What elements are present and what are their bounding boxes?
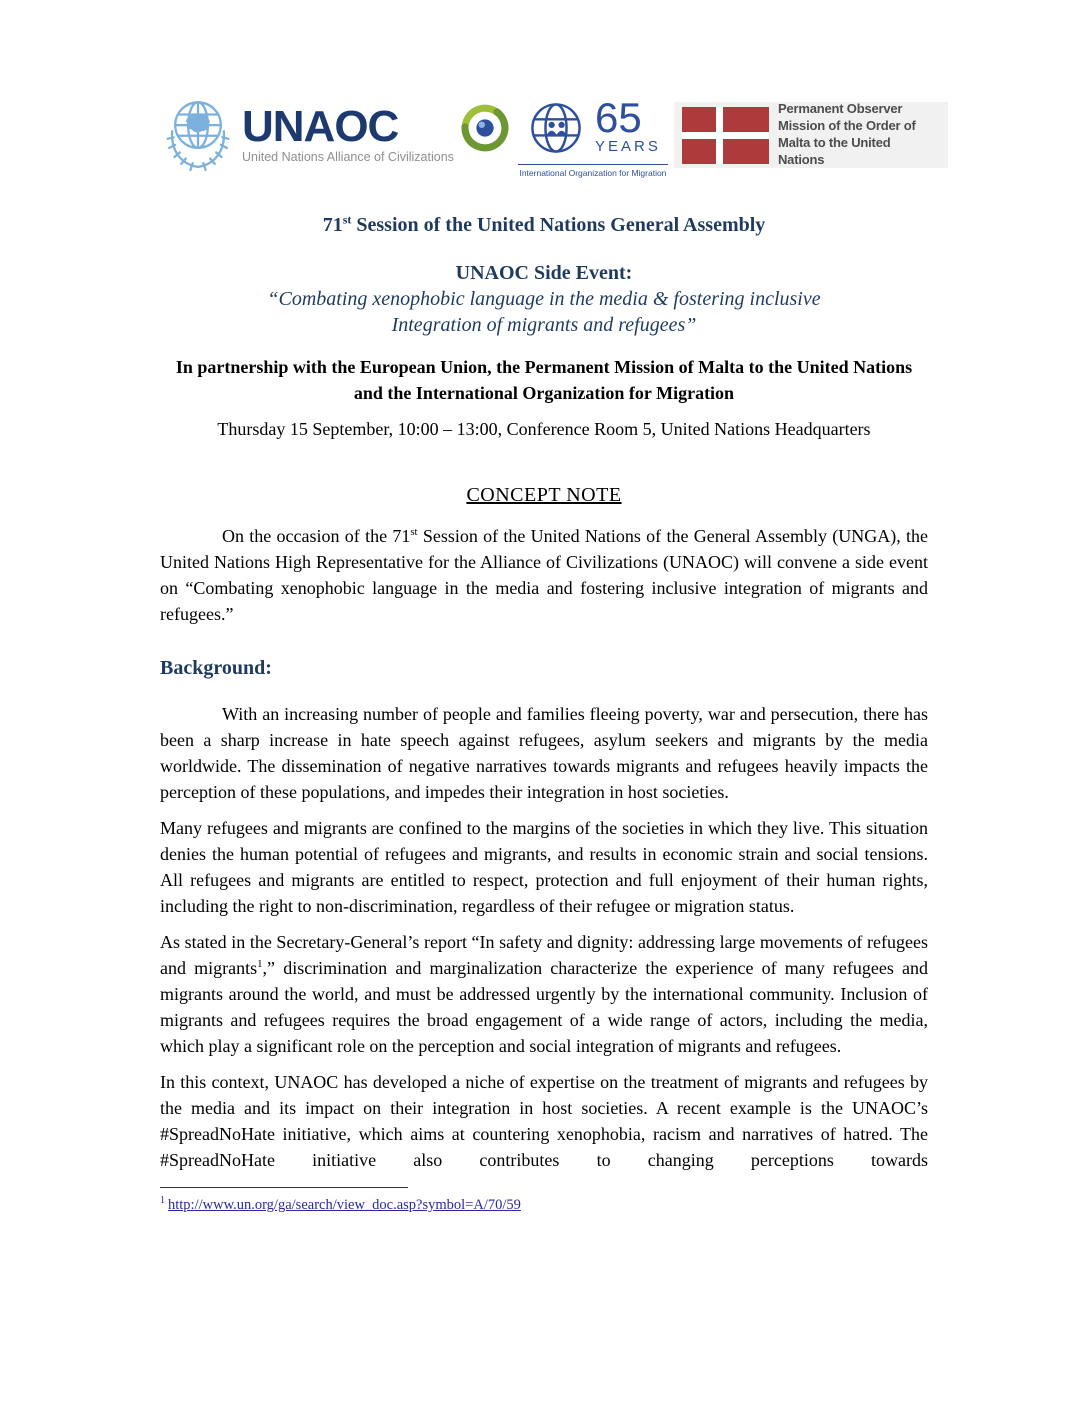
partnership-line-1: In partnership with the European Union, the Permanent Mission of Malta to the United Nations: [175, 357, 913, 377]
event-quote-line-2: Integration of migrants and refugees”: [391, 314, 697, 336]
logo-row: [160, 88, 948, 182]
unaoc-wordmark: [242, 102, 454, 164]
side-event-label: UNAOC Side Event:: [455, 262, 633, 284]
event-quote-line-1: “Combating xenophobic language in the media & fostering inclusive: [267, 288, 821, 310]
un-emblem-icon: [160, 93, 236, 177]
background-paragraph-2: Many refugees and migrants are confined to the margins of the societies in which they live. This situation denies the human potential of refugees and migrants, and results in economic strain and social tensions. All refugees and migrants are entitled to respect, protection and full enjoyment of their human rights, including the right to non-discrimination, regardless of their refugee or migration status.: [160, 818, 928, 916]
order-of-malta-logo: [674, 102, 948, 168]
ordinal-superscript: st: [342, 212, 352, 227]
background-paragraph-4: In this context, UNAOC has developed a niche of expertise on the treatment of migrants and refugees by the media and its impact on their integration in host societies. A recent example is the UNAOC’s #SpreadNoHate initiative, which aims at countering xenophobia, racism and narratives of hatred. The #SpreadNoHate initiative also contributes to changing perceptions towards: [160, 1072, 928, 1170]
footnote-reference: 1: [257, 958, 263, 970]
malta-flag-icon: [682, 107, 769, 164]
footnote-marker: 1: [160, 1195, 165, 1206]
footnote-separator: [160, 1187, 408, 1188]
iom-globe-icon: [525, 97, 587, 159]
iom-tagline: International Organization for Migration: [519, 167, 667, 178]
ordinal-superscript: st: [410, 526, 418, 538]
partnership-statement: [160, 354, 928, 406]
session-title: 71st Session of the United Nations General Assembly: [322, 212, 766, 236]
iom-divider: [518, 164, 668, 165]
malta-flag-cell: [723, 139, 769, 164]
background-paragraph-1: With an increasing number of people and families fleeing poverty, war and persecution, there has been a sharp increase in hate speech against refugees, asylum seekers and migrants by the media worldwide. The dissemination of negative narratives towards migrants and refugees heavily impacts the perception of these populations, and impedes their integration in host societies.: [160, 704, 928, 802]
footnote-area: [160, 1187, 928, 1214]
iom-logo-top: [525, 94, 661, 159]
footnote-line: [160, 1195, 928, 1214]
malta-mission-text: Permanent Observer Mission of the Order of Malta to the United Nations: [777, 101, 916, 167]
unaoc-swirl-icon: [458, 101, 512, 155]
iom-logo: [518, 94, 668, 178]
iom-65-years: [595, 94, 661, 155]
footnote-link[interactable]: http://www.un.org/ga/search/view_doc.asp?symbol=A/70/59: [168, 1196, 521, 1213]
concept-note-heading: CONCEPT NOTE: [466, 484, 622, 506]
partnership-line-2: and the International Organization for Migration: [353, 383, 735, 403]
intro-paragraph: On the occasion of the 71st Session of the United Nations of the General Assembly (UNGA), the United Nations High Representative for the Alliance of Civilizations (UNAOC) will convene a side event on “Combating xenophobic language in the media and fostering inclusive integration of migrants and refugees.”: [160, 526, 928, 624]
malta-flag-cell: [682, 139, 716, 164]
unaoc-logo: [160, 93, 512, 177]
unaoc-tagline: United Nations Alliance of Civilizations: [242, 149, 454, 164]
background-heading: Background:: [160, 657, 272, 679]
malta-flag-cell: [682, 107, 716, 132]
malta-flag-cell: [723, 107, 769, 132]
iom-65-number: 65: [595, 94, 642, 142]
background-paragraph-3: As stated in the Secretary-General’s report “In safety and dignity: addressing large movements of refugees and migrants$^1$,” discrimination and marginalization characterize the experience of many refugees and migrants around the world, and must be addressed urgently by the international community. Inclusion of migrants and refugees requires the broad engagement of a wide range of actors, including the media, which play a significant role on the perception and social integration of migrants and refugees.: [160, 932, 928, 1056]
unaoc-acronym: UNAOC: [242, 102, 399, 152]
iom-years-label: YEARS: [595, 137, 661, 155]
event-date-location: Thursday 15 September, 10:00 – 13:00, Conference Room 5, United Nations Headquarters: [217, 419, 871, 439]
